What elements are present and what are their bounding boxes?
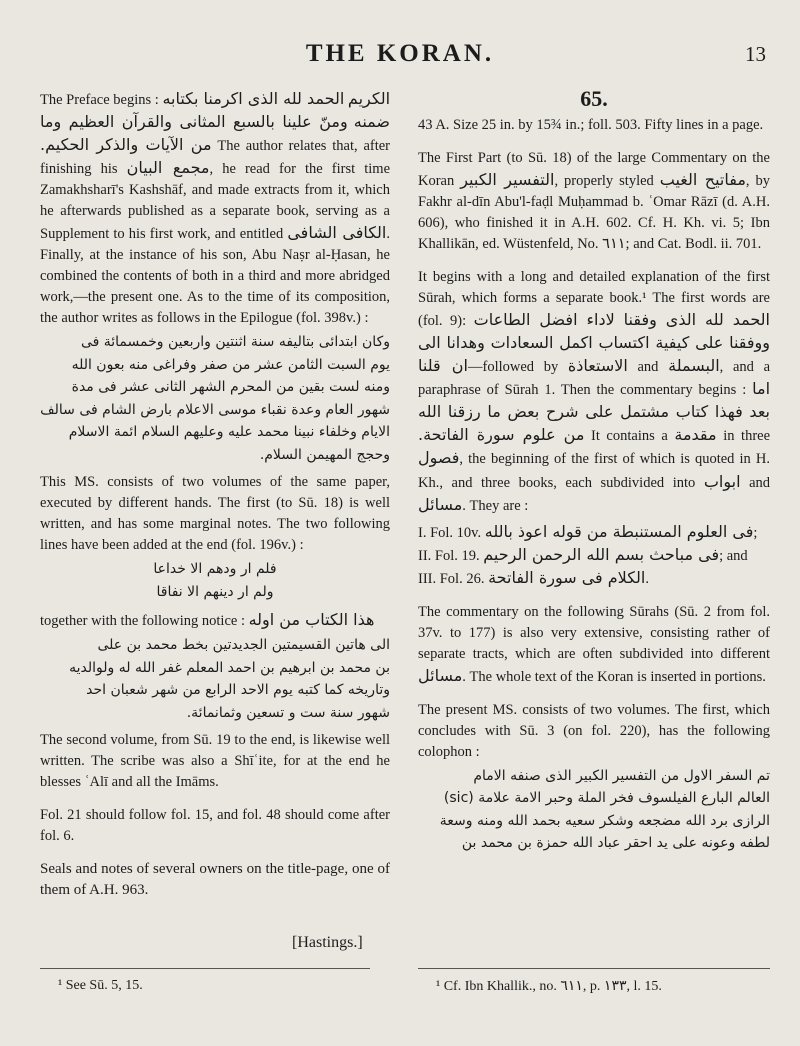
arabic-term: مسائل [418, 494, 463, 514]
right-footnote: ¹ Cf. Ibn Khallik., no. ٦١١, p. ١٣٣, l. 15. [436, 979, 662, 994]
body-text: , and a paraphrase of Sūrah 1. Then the commentary begins : [418, 359, 771, 399]
body-text: It contains a [591, 428, 668, 445]
arabic-line: لطفه وعونه على يد احقر عباد الله حمزة بن محمد بن [461, 835, 770, 852]
arabic-term: الاستعاذة [567, 356, 628, 376]
book-entry: III. Fol. 26. الكلام فى سورة الفاتحة. [418, 567, 649, 587]
arabic-line: ومنه لست بقين من المحرم الشهر الثانى عشر فى مدة [71, 379, 390, 396]
arabic-quote: الكريم ومنّ علينا بالسبع المثانى والقرآن العظيم وما [40, 89, 391, 132]
arabic-quote: الحمد لله الذى اكرمنا بكتابه [162, 89, 345, 108]
arabic-title: مفاتيح الغيب [659, 170, 746, 190]
body-text: . They are : [462, 497, 529, 514]
notice-intro [40, 609, 390, 632]
body-text: The author relates that, after finishing his [40, 138, 390, 178]
body-text: —followed by [467, 359, 559, 376]
body-text: in three [723, 428, 771, 445]
book-title: فى العلوم المستنبطة من قوله اعوذ بالله [484, 521, 754, 541]
preface-paragraph [40, 88, 390, 329]
second-volume-paragraph: The second volume, from Sū. 19 to the end, is likewise well written. The scribe was also a Shīʿite, for at the end he blesses ʿAlī and all the Imāms. [40, 732, 390, 791]
body-text: , properly styled [554, 173, 654, 190]
book-entry: I. Fol. 10v. فى العلوم المستنبطة من قوله اعوذ بالله; [418, 521, 758, 541]
arabic-line: بن محمد بن ابرهيم بن احمد المعلم غفر الله له ولوالديه [69, 659, 390, 676]
left-footnote: ¹ See Sū. 5, 15. [58, 978, 143, 993]
arabic-term: فصول [418, 448, 460, 468]
arabic-line: شهور العام وعدة نقباء موسى الاعلام بارض الشام فى سالف [40, 401, 390, 418]
arabic-quote: اما بعد فهذا كتاب مشتمل على شرح بعض ما رزقنا الله من علوم سورة الفاتحة. [418, 379, 771, 445]
book-title: فى مباحث بسم الله الرحمن الرحيم [483, 544, 720, 564]
books-list [418, 521, 770, 590]
arabic-term: مقدمة [674, 425, 717, 445]
body-text: . The whole text of the Koran is inserted in portions. [462, 668, 766, 685]
ms-description-paragraph: This MS. consists of two volumes of the same paper, executed by different hands. The first (to Sū. 18) is well written, and has some marginal notes. The two following lines have been added at the end (fol. 196v.) : [40, 474, 390, 554]
arabic-line: الى هاتين القسيمتين الجديدتين بخط محمد بن على [97, 637, 390, 654]
arabic-quote: الحمد لله الذى وفقنا لاداء افضل الطاعات ووفقنا على كيفية اكتساب اكمل السعادات وهدانا الى ان قلنا [418, 310, 770, 376]
seals-paragraph: Seals and notes of several owners on the title-page, one of them of A.H. 963. [40, 861, 390, 899]
footnote-rule [40, 968, 370, 969]
arabic-line: العالم البارع الفيلسوف فخر الملة وحبر الامة علامة (sic) [443, 790, 770, 807]
body-text: together with the following notice : [40, 613, 245, 630]
arabic-line: الايام وخلفاء نبينا محمد عليه وعليهم السلام ائمة الاسلام [68, 424, 390, 441]
book-title: الكلام فى سورة الفاتحة [488, 567, 646, 587]
arabic-line: وكان ابتدائى بتاليفه سنة اثنتين واربعين وخمسمائة فى [80, 334, 390, 351]
first-part-paragraph [418, 148, 770, 255]
body-text: , by Fakhr al-dīn Abu'l-faḍl Muḥammad b. ʿOmar Rāzī (d. A.H. 606), who finished it in A.H. 602. Cf. H. Kh. vi. 5; Ibn Khallikān, ed. Wüstenfeld, No. ٦١١; and Cat. Bodl. ii. 701. [418, 173, 771, 253]
arabic-line: شهور سنة ست و تسعين وثمانمائة. [186, 704, 390, 721]
page-number: 13 [745, 42, 766, 66]
arabic-line: تم السفر الاول من التفسير الكبير الذى صنفه الامام [473, 767, 770, 784]
body-text: The First Part (to Sū. 18) of the large Commentary on the Koran [418, 150, 770, 190]
body-text: It begins with a long and detailed explanation of the first Sūrah, which forms a separate book.¹ The first words are (fol. 9): [418, 269, 770, 330]
arabic-term: مسائل [418, 665, 463, 685]
body-text: The commentary on the following Sūrahs (Sū. 2 from fol. 37v. to 177) is also very extensive, consisting rather of separate tracts, which are often subdivided into different [418, 603, 770, 662]
epilogue-arabic [40, 331, 390, 466]
arabic-quote: هذا الكتاب من اوله [248, 610, 375, 630]
body-text: , he read for the first time Zamakhsharī's Kashshāf, and made extracts from it, which he afterwards published as a separate book, serving as a Supplement to his first work, and entitled [40, 161, 391, 243]
arabic-line: فلم ار ودهم الا خداعا [153, 561, 277, 578]
arabic-line: وتاريخه كما كتبه يوم الاحد الرابع من شهر شعبان احد [86, 682, 390, 699]
arabic-line: الرازى برد الله مضجعه وشكر سعيه بحمد الله ومنه وسعة [439, 812, 770, 829]
body-text: , the beginning of the first of which is quoted in H. Kh., and three books, each subdivided into [418, 451, 770, 491]
preface-lead: The Preface begins : [40, 92, 159, 108]
opening-paragraph [418, 267, 770, 516]
arabic-quote: ضمنه من الآيات والذكر الحكيم. [40, 112, 391, 155]
arabic-title: التفسير الكبير [460, 170, 555, 190]
book-entry: II. Fol. 19. فى مباحث بسم الله الرحمن الرحيم; and [418, 544, 748, 564]
running-head: THE KORAN. [305, 40, 495, 67]
book-folio: III. Fol. 26. [418, 570, 485, 587]
body-text: and [637, 359, 659, 376]
arabic-line: يوم السبت الثامن عشر من صفر وفراغى منه بعون الله [71, 356, 390, 373]
notice-arabic [40, 634, 390, 724]
right-column [418, 88, 770, 861]
folio-order-paragraph: Fol. 21 should follow fol. 15, and fol. 48 should come after fol. 6. [40, 807, 390, 845]
arabic-title: مجمع البيان [126, 158, 210, 178]
body-text: . Finally, at the instance of his son, Abu Naṣr al-Ḥasan, he combined the contents of both in a third and more abridged work,—the present one. As to the time of its composition, the author writes as follows in the Epilogue (fol. 398v.) : [40, 226, 390, 327]
body-text: and [749, 474, 771, 491]
present-ms-paragraph: The present MS. consists of two volumes. The first, which concludes with Sū. 3 (on fol. 220), has the following colophon : [418, 701, 770, 760]
arabic-term: البسملة [668, 356, 720, 376]
arabic-term: ابواب [703, 471, 741, 491]
commentary-paragraph [418, 602, 770, 688]
footnote-rule [418, 968, 770, 969]
arabic-title: الكافى الشافى [287, 223, 387, 243]
entry-number: 65. [580, 86, 608, 111]
left-column [40, 88, 390, 901]
colophon-arabic [418, 765, 770, 855]
shelfmark-spec: 43 A. Size 25 in. by 15¾ in.; foll. 503. Fifty lines in a page. [418, 117, 764, 134]
book-folio: I. Fol. 10v. [418, 524, 482, 541]
cataloguer-signature: [Hastings.] [292, 934, 363, 951]
arabic-line: وحجج المهيمن السلام. [259, 446, 390, 463]
book-folio: II. Fol. 19. [418, 547, 480, 564]
verse-arabic [40, 558, 390, 603]
arabic-line: ولم ار دينهم الا نفاقا [156, 583, 274, 600]
